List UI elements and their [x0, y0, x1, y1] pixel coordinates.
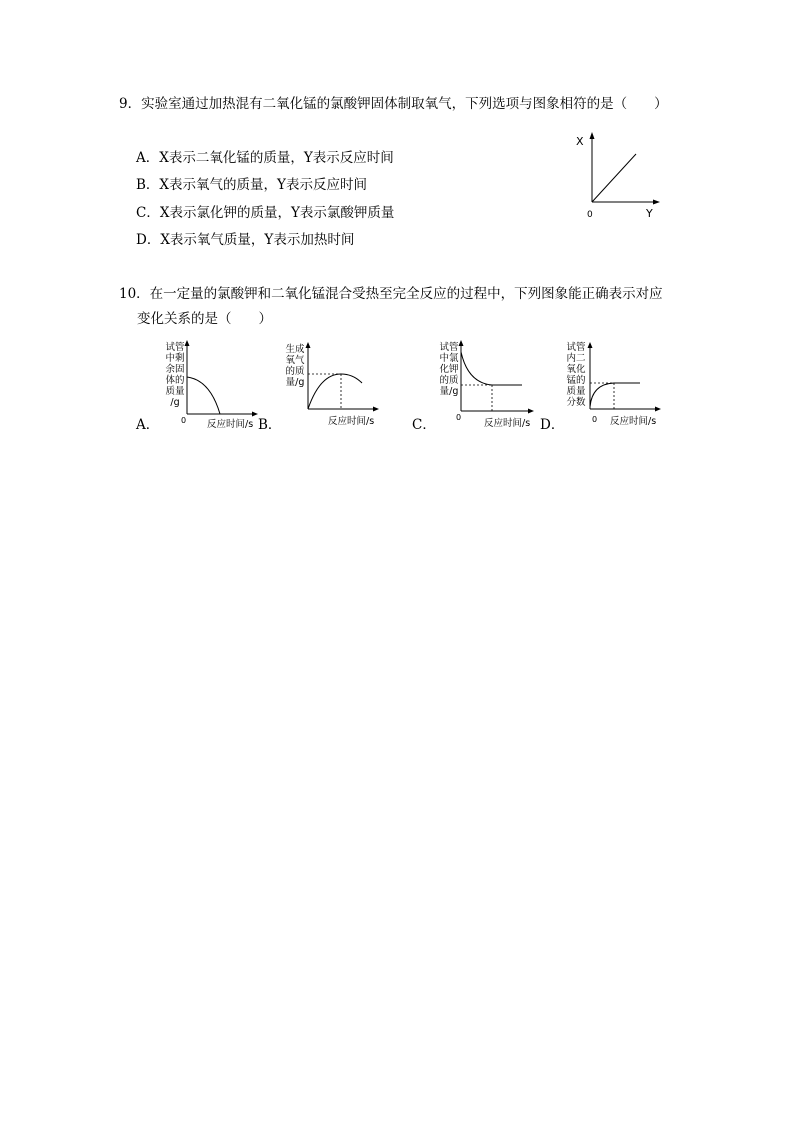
q10-stem-line2: 变化关系的是（ ） — [137, 311, 272, 327]
q9-stem: 9．实验室通过加热混有二氧化锰的氯酸钾固体制取氧气，下列选项与图象相符的是（ ） — [119, 96, 668, 112]
q9-option-a: A．X表示二氧化锰的质量，Y表示反应时间 — [136, 150, 394, 166]
q10-graph-a-curve — [187, 377, 220, 414]
q10-graph-c-curve — [461, 352, 492, 385]
q10-graph-c-plot — [412, 336, 537, 432]
q10-graph-d-origin: 0 — [592, 415, 598, 424]
q10-graph-d-plot — [540, 336, 665, 432]
q10-graph-a-letter: A． — [136, 417, 160, 433]
q10-graph-a-xlabel: 反应时间/s — [207, 419, 254, 430]
q10-graph-a-ylabel: 试管 中剩 余固 体的 质量 /g — [165, 342, 185, 408]
q10-graph-c-xlabel: 反应时间/s — [484, 418, 531, 429]
q9-x-arrow — [653, 200, 660, 205]
q9-graph — [572, 128, 672, 224]
q10-graph-c-letter: C． — [412, 417, 436, 433]
q10-graph-d-ylabel: 试管 内二 氧化 锰的 质量 分数 — [566, 342, 586, 408]
q10-graph-b-letter: B． — [258, 417, 282, 433]
q10-graph-b-plot — [258, 336, 383, 432]
q10-graph-b — [258, 336, 383, 432]
q10-graph-d-curve — [590, 383, 614, 407]
q10-graph-a-plot — [136, 336, 261, 432]
q10-graph-d-xlabel: 反应时间/s — [610, 416, 657, 427]
q10-graph-a-origin: 0 — [181, 416, 187, 425]
q10-graph-d-letter: D． — [540, 417, 565, 433]
q10-graph-b-xlabel: 反应时间/s — [328, 416, 375, 427]
q10-graph-a — [136, 336, 261, 432]
q9-option-d: D．X表示氧气质量，Y表示加热时间 — [136, 232, 355, 248]
q10-stem-line1: 10．在一定量的氯酸钾和二氧化锰混合受热至完全反应的过程中，下列图象能正确表示对应 — [119, 286, 663, 302]
q10-graph-c-ylabel: 试管 中氯 化钾 的质 量/g — [439, 342, 459, 397]
q9-origin-label: 0 — [587, 210, 593, 220]
q9-option-b: B．X表示氧气的质量，Y表示反应时间 — [136, 177, 367, 193]
q10-graph-b-ylabel: 生成 氧气 的质 量/g — [285, 344, 305, 388]
q9-option-c: C．X表示氯化钾的质量，Y表示氯酸钾质量 — [136, 205, 395, 221]
q10-graph-c-origin: 0 — [456, 413, 462, 422]
q10-graph-b-curve — [308, 374, 362, 409]
q9-y-axis-label: X — [576, 135, 584, 148]
q10-graph-c — [412, 336, 537, 432]
q9-y-arrow — [590, 132, 595, 139]
q10-graph-d — [540, 336, 665, 432]
q9-line — [592, 154, 636, 202]
q9-x-axis-label: Y — [646, 207, 653, 220]
